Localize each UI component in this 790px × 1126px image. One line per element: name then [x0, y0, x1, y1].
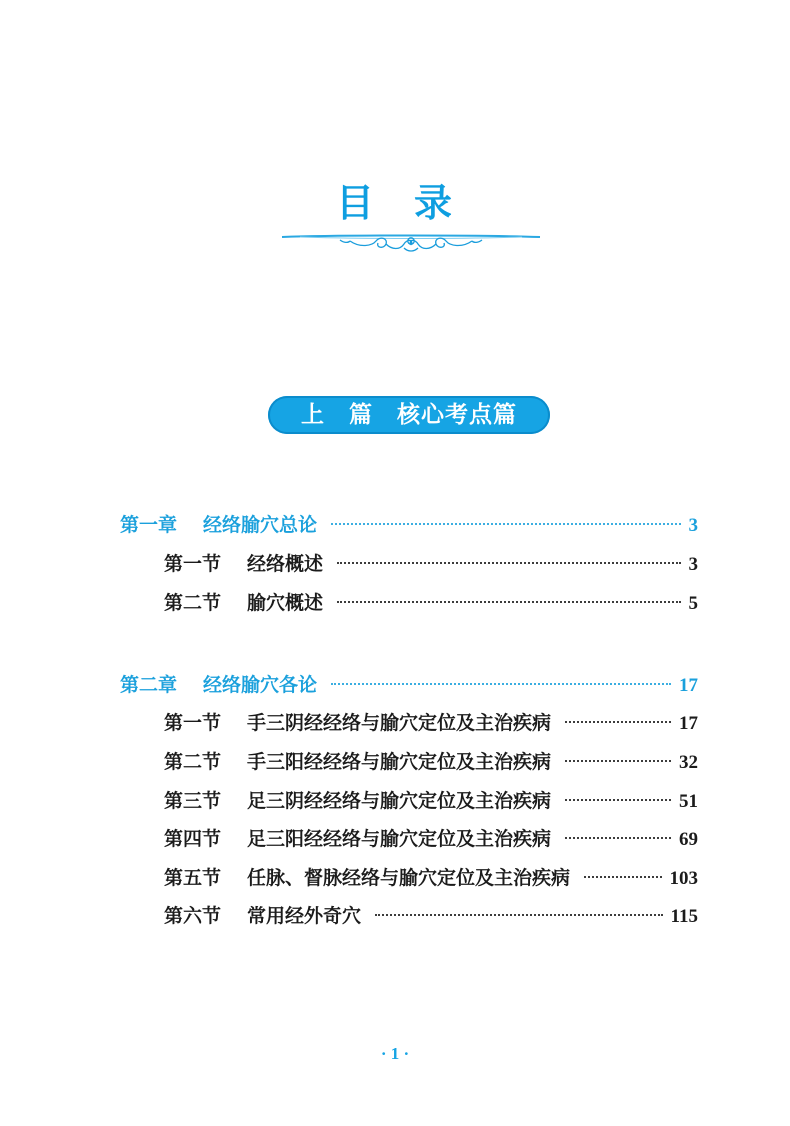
toc-title: 手三阳经经络与腧穴定位及主治疾病	[247, 751, 552, 773]
toc-title: 足三阳经经络与腧穴定位及主治疾病	[247, 828, 552, 850]
toc-page-number: 3	[688, 554, 698, 575]
toc-title: 经络概述	[247, 553, 324, 575]
toc-section-1-1[interactable]	[164, 549, 698, 579]
page-title	[0, 178, 790, 228]
title-char-left: 目	[335, 180, 376, 225]
toc-number: 第三节	[164, 790, 222, 812]
toc-page-number: 17	[679, 675, 698, 696]
toc-title: 经络腧穴各论	[203, 674, 318, 696]
dot-leader	[375, 914, 663, 916]
toc-number: 第一节	[164, 712, 222, 734]
toc-page-number: 115	[670, 906, 698, 927]
dot-leader	[331, 523, 680, 525]
toc-page-number: 17	[679, 713, 698, 734]
dot-leader	[565, 799, 671, 801]
dot-leader	[337, 601, 680, 603]
part-heading-badge	[268, 396, 550, 434]
toc-title: 足三阴经经络与腧穴定位及主治疾病	[247, 790, 552, 812]
toc-title: 常用经外奇穴	[247, 905, 362, 927]
toc-page-number: 69	[679, 829, 698, 850]
toc-section-2-2[interactable]	[164, 747, 698, 777]
toc-number: 第二节	[164, 751, 222, 773]
toc-section-2-4[interactable]	[164, 824, 698, 854]
toc-number: 第二节	[164, 592, 222, 614]
toc-chapter-1[interactable]	[120, 510, 698, 540]
toc-title: 腧穴概述	[247, 592, 324, 614]
toc-title: 经络腧穴总论	[203, 514, 318, 536]
dot-leader	[565, 721, 671, 723]
title-char-right: 录	[414, 180, 455, 225]
toc-section-2-3[interactable]	[164, 786, 698, 816]
toc-number: 第六节	[164, 905, 222, 927]
dot-leader	[584, 876, 661, 878]
toc-number: 第一章	[120, 514, 178, 536]
dot-leader	[565, 837, 671, 839]
title-ornament-divider	[280, 226, 542, 254]
toc-page-number: 5	[688, 593, 698, 614]
toc-section-2-6[interactable]	[164, 901, 698, 931]
toc-number: 第四节	[164, 828, 222, 850]
toc-number: 第二章	[120, 674, 178, 696]
toc-page-number: 51	[679, 791, 698, 812]
toc-section-2-1[interactable]	[164, 708, 698, 738]
dot-leader	[565, 760, 671, 762]
toc-page-number: 32	[679, 752, 698, 773]
toc-number: 第一节	[164, 553, 222, 575]
toc-page-number: 103	[669, 868, 698, 889]
dot-leader	[331, 683, 671, 685]
toc-section-1-2[interactable]	[164, 588, 698, 618]
toc-section-2-5[interactable]	[164, 863, 698, 893]
part-heading-label: 上 篇 核心考点篇	[301, 401, 517, 428]
toc-title: 任脉、督脉经络与腧穴定位及主治疾病	[247, 867, 571, 889]
toc-title: 手三阴经经络与腧穴定位及主治疾病	[247, 712, 552, 734]
toc-page-number: 3	[688, 515, 698, 536]
page-number-footer: · 1 ·	[380, 1044, 410, 1063]
toc-chapter-2[interactable]	[120, 670, 698, 700]
dot-leader	[337, 562, 680, 564]
toc-number: 第五节	[164, 867, 222, 889]
